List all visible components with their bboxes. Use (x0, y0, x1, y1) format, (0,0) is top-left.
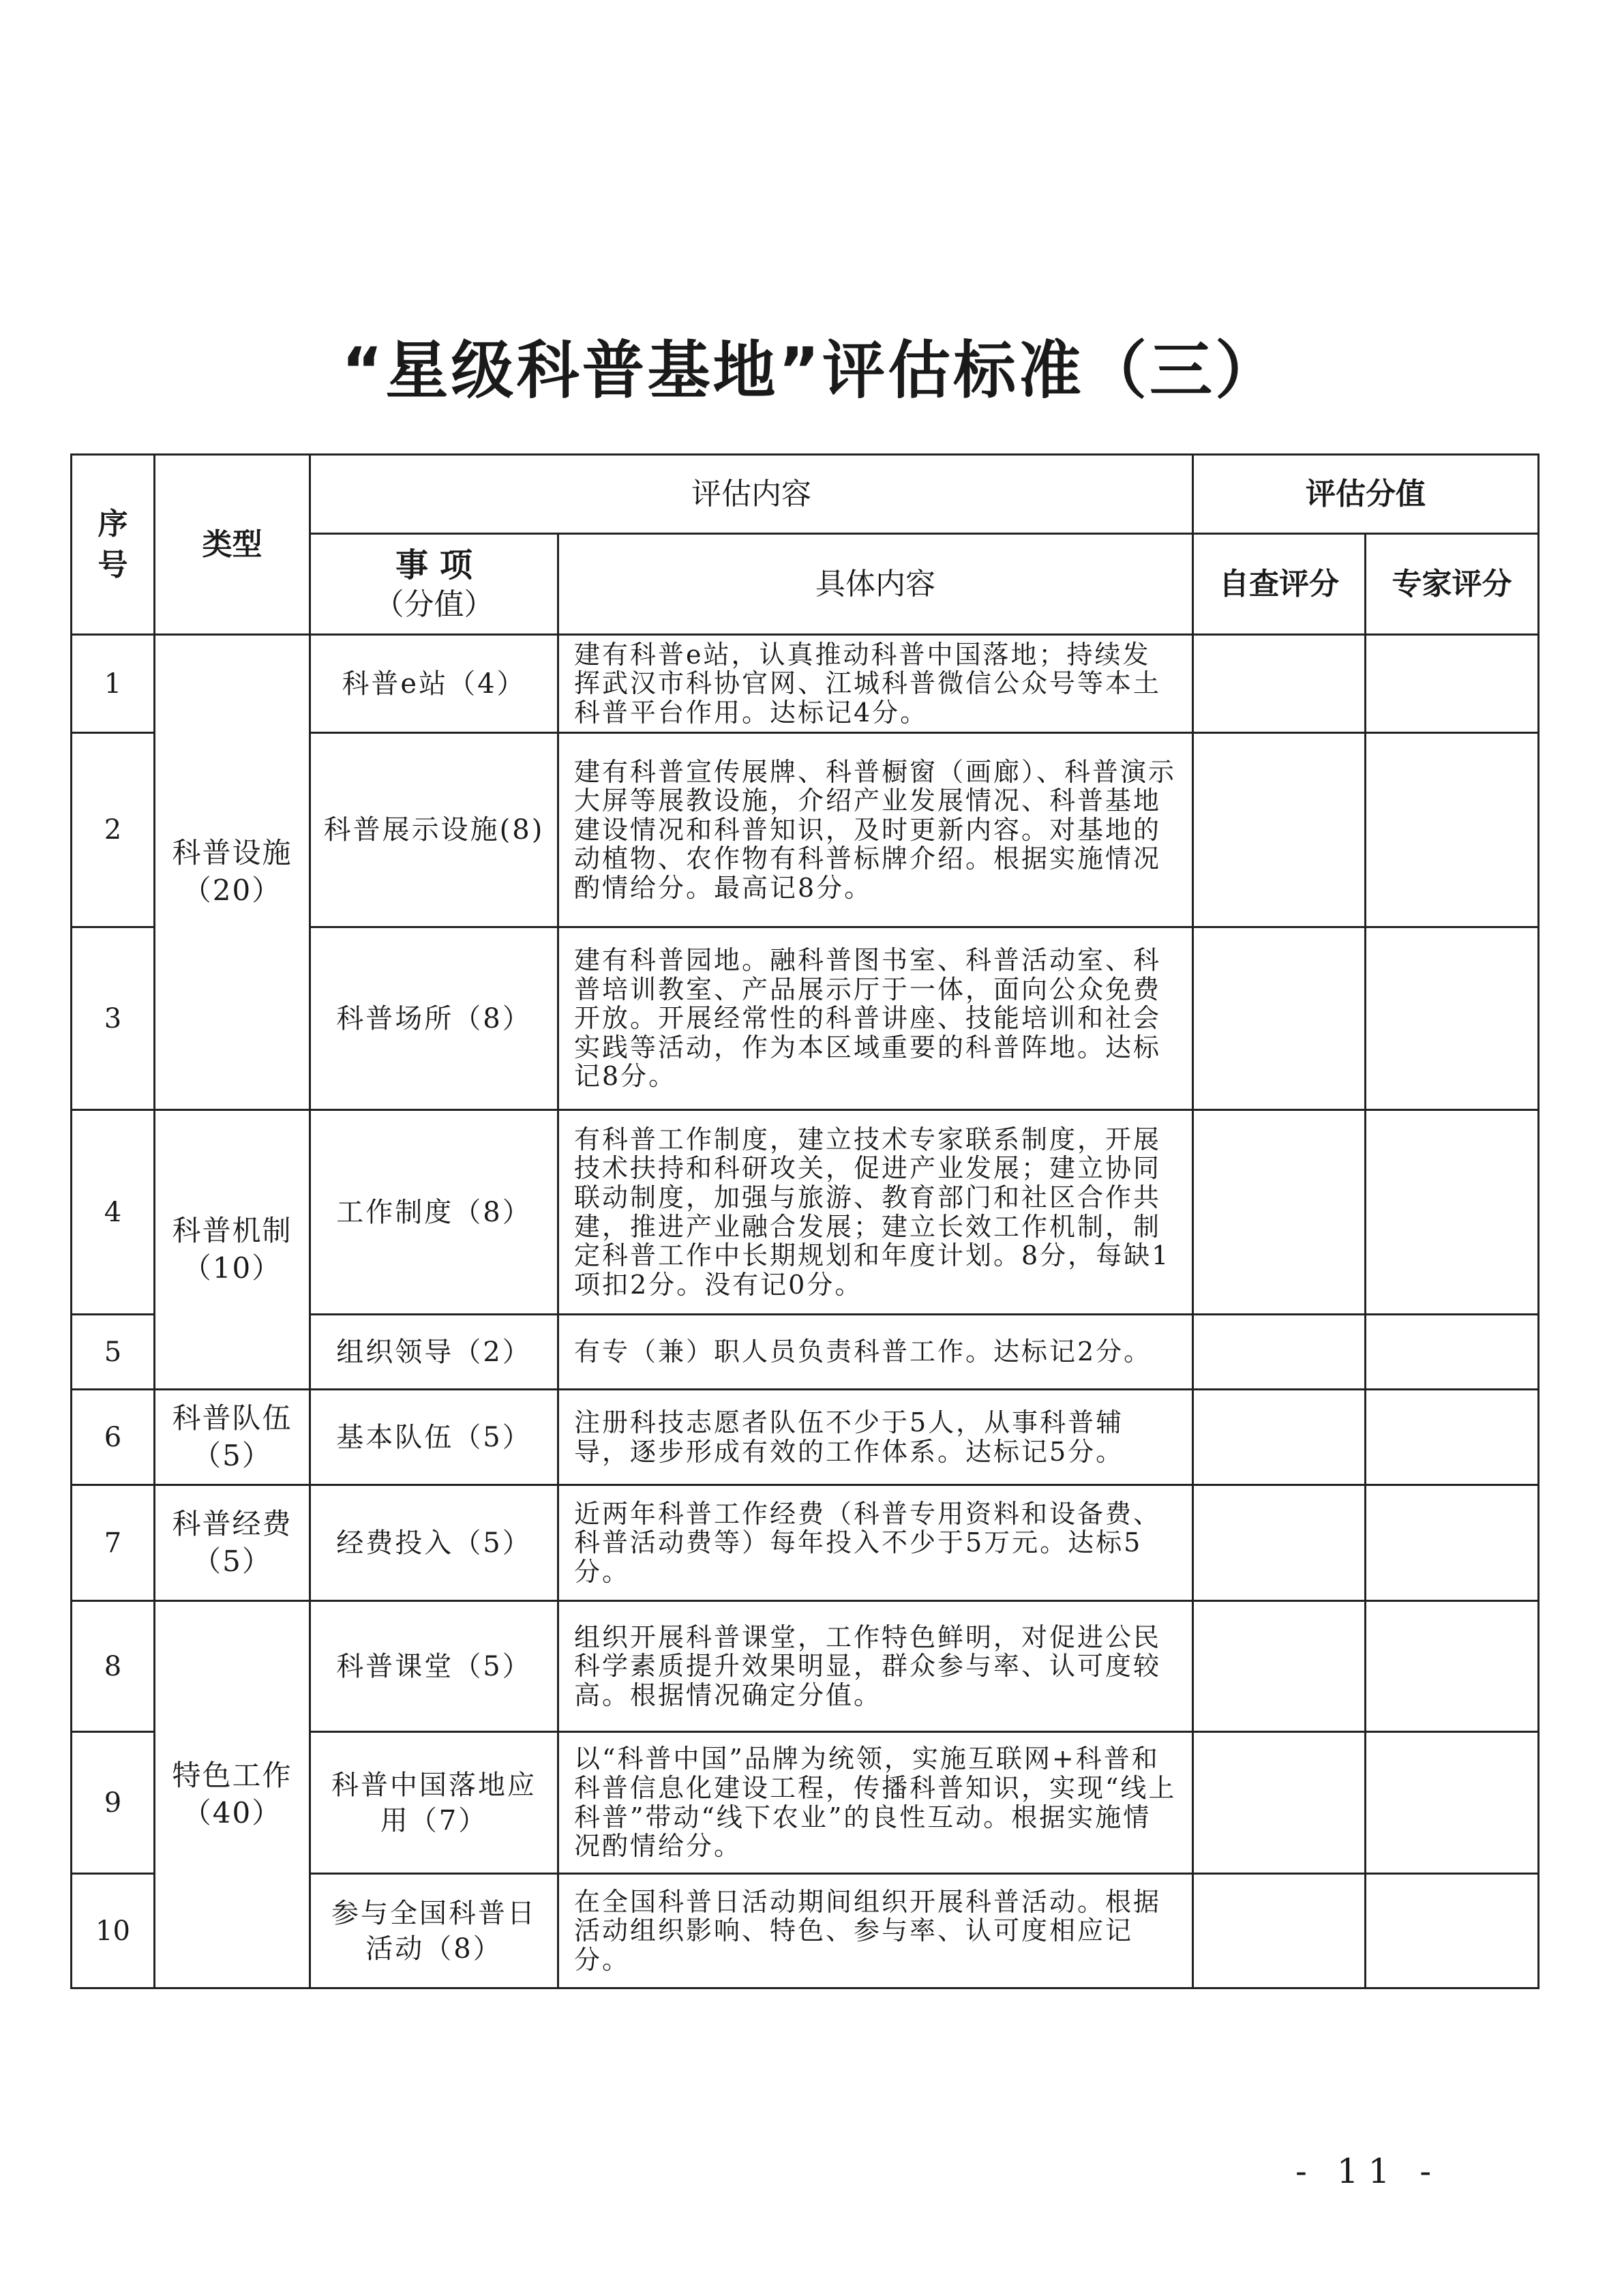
row-detail: 组织开展科普课堂，工作特色鲜明，对促进公民科学素质提升效果明显，群众参与率、认可度较高。根据情况确定分值。 (558, 1601, 1193, 1732)
self-score-cell (1193, 733, 1366, 927)
expert-score-cell (1366, 1485, 1539, 1601)
expert-score-cell (1366, 927, 1539, 1110)
self-score-cell (1193, 1485, 1366, 1601)
row-item: 科普展示设施(8) (310, 733, 558, 927)
category-points: （5） (192, 1544, 272, 1578)
row-item: 组织领导（2） (310, 1315, 558, 1390)
row-detail: 有专（兼）职人员负责科普工作。达标记2分。 (558, 1315, 1193, 1390)
row-seq: 10 (72, 1874, 155, 1988)
expert-score-cell (1366, 1732, 1539, 1874)
table-row (72, 1390, 1539, 1485)
expert-score-cell (1366, 733, 1539, 927)
expert-score-cell (1366, 1110, 1539, 1315)
category-cell (155, 1485, 310, 1601)
category-name: 科普设施 (172, 836, 292, 870)
row-detail: 有科普工作制度，建立技术专家联系制度，开展技术扶持和科研攻关，促进产业发展；建立协同联动制度，加强与旅游、教育部门和社区合作共建，推进产业融合发展；建立长效工作机制，制定科普工作中长期规划和年度计划。8分，每缺1项扣2分。没有记0分。 (558, 1110, 1193, 1315)
table-row (72, 635, 1539, 733)
row-seq: 2 (72, 733, 155, 927)
row-item: 经费投入（5） (310, 1485, 558, 1601)
expert-score-cell (1366, 1315, 1539, 1390)
header-detail: 具体内容 (558, 534, 1193, 635)
row-seq: 3 (72, 927, 155, 1110)
expert-score-cell (1366, 1601, 1539, 1732)
self-score-cell (1193, 1601, 1366, 1732)
header-score-group: 评估分值 (1193, 455, 1539, 534)
row-item: 科普课堂（5） (310, 1601, 558, 1732)
row-detail: 近两年科普工作经费（科普专用资料和设备费、科普活动费等）每年投入不少于5万元。达标5分。 (558, 1485, 1193, 1601)
expert-score-cell (1366, 1390, 1539, 1485)
category-name: 特色工作 (172, 1758, 292, 1792)
header-item-line1: 事 项 (395, 546, 472, 584)
category-cell (155, 1601, 310, 1988)
row-seq: 9 (72, 1732, 155, 1874)
table-row (72, 1110, 1539, 1315)
self-score-cell (1193, 1315, 1366, 1390)
category-points: （10） (182, 1251, 282, 1285)
category-name: 科普队伍 (172, 1401, 292, 1435)
header-item (310, 534, 558, 635)
row-seq: 4 (72, 1110, 155, 1315)
self-score-cell (1193, 1110, 1366, 1315)
category-points: （20） (182, 874, 282, 907)
row-detail: 建有科普e站，认真推动科普中国落地；持续发挥武汉市科协官网、江城科普微信公众号等本土科普平台作用。达标记4分。 (558, 635, 1193, 733)
category-cell (155, 1110, 310, 1390)
row-detail: 注册科技志愿者队伍不少于5人，从事科普辅导，逐步形成有效的工作体系。达标记5分。 (558, 1390, 1193, 1485)
category-points: （5） (192, 1438, 272, 1472)
category-cell (155, 635, 310, 1110)
category-name: 科普机制 (172, 1213, 292, 1247)
row-detail: 建有科普宣传展牌、科普橱窗（画廊）、科普演示大屏等展教设施，介绍产业发展情况、科普基地建设情况和科普知识，及时更新内容。对基地的动植物、农作物有科普标牌介绍。根据实施情况酌情给分。最高记8分。 (558, 733, 1193, 927)
category-cell (155, 1390, 310, 1485)
row-seq: 7 (72, 1485, 155, 1601)
page-number: - 11 - (1295, 2151, 1441, 2191)
header-item-line2: （分值） (374, 587, 494, 622)
self-score-cell (1193, 927, 1366, 1110)
page-title: “星级科普基地”评估标准（三） (342, 334, 1280, 407)
category-points: （40） (182, 1795, 282, 1830)
row-item: 参与全国科普日活动（8） (310, 1874, 558, 1988)
row-item: 工作制度（8） (310, 1110, 558, 1315)
header-category: 类型 (155, 455, 310, 635)
header-expert-score: 专家评分 (1366, 534, 1539, 635)
header-content-group: 评估内容 (310, 455, 1193, 534)
row-seq: 8 (72, 1601, 155, 1732)
category-name: 科普经费 (172, 1506, 292, 1540)
row-item: 科普e站（4） (310, 635, 558, 733)
self-score-cell (1193, 1732, 1366, 1874)
row-detail: 在全国科普日活动期间组织开展科普活动。根据活动组织影响、特色、参与率、认可度相应记分。 (558, 1874, 1193, 1988)
expert-score-cell (1366, 635, 1539, 733)
row-item: 基本队伍（5） (310, 1390, 558, 1485)
row-item: 科普场所（8） (310, 927, 558, 1110)
row-detail: 建有科普园地。融科普图书室、科普活动室、科普培训教室、产品展示厅于一体，面向公众免费开放。开展经常性的科普讲座、技能培训和社会实践等活动，作为本区域重要的科普阵地。达标记8分。 (558, 927, 1193, 1110)
table-row (72, 1601, 1539, 1732)
row-seq: 5 (72, 1315, 155, 1390)
self-score-cell (1193, 1874, 1366, 1988)
row-detail: 以“科普中国”品牌为统领，实施互联网+科普和科普信息化建设工程，传播科普知识，实现“线上科普”带动“线下农业”的良性互动。根据实施情况酌情给分。 (558, 1732, 1193, 1874)
row-seq: 1 (72, 635, 155, 733)
row-item: 科普中国落地应用（7） (310, 1732, 558, 1874)
self-score-cell (1193, 1390, 1366, 1485)
header-self-score: 自查评分 (1193, 534, 1366, 635)
table-header-row-1 (72, 455, 1539, 534)
self-score-cell (1193, 635, 1366, 733)
table-row (72, 1485, 1539, 1601)
header-seq: 序号 (72, 455, 155, 635)
expert-score-cell (1366, 1874, 1539, 1988)
evaluation-table (70, 453, 1540, 1989)
row-seq: 6 (72, 1390, 155, 1485)
